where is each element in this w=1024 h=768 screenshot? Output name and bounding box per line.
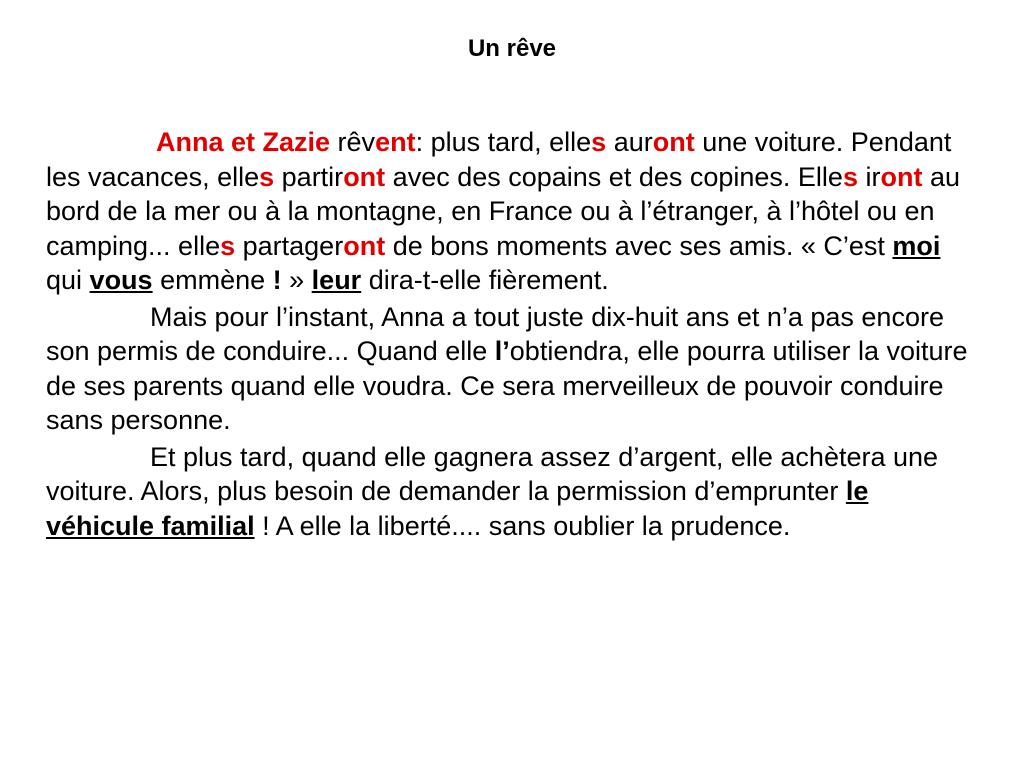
pronoun-leur: leur xyxy=(311,265,362,295)
plural-ending: s xyxy=(259,161,275,192)
text-segment: qui xyxy=(46,265,90,295)
plural-ending: s xyxy=(220,230,236,261)
text-segment: » xyxy=(281,265,312,295)
slide-title: Un rêve xyxy=(467,35,557,62)
text-segment: une voiture. Pendant les vacances, elle xyxy=(46,127,952,192)
text-segment: obtiendra, elle pourra utiliser la voiture de ses parents quand elle voudra. Ce sera merveilleux de pouvoir conduire sans personne. xyxy=(46,336,968,435)
paragraph-2 xyxy=(46,300,981,438)
subject-names: Anna et Zazie xyxy=(156,127,331,157)
text-segment: rêv xyxy=(330,127,376,157)
verb-ending: ont xyxy=(343,230,386,261)
pronoun-l: l’ xyxy=(494,336,510,366)
text-segment: aur xyxy=(606,127,653,157)
text-segment: : plus tard, elle xyxy=(415,127,592,157)
text-segment: emmène xyxy=(152,265,273,295)
plural-ending: s xyxy=(591,127,607,157)
paragraph-3 xyxy=(46,440,981,544)
exclamation: ! xyxy=(272,265,282,295)
text-segment: ir xyxy=(857,161,881,192)
text-segment: au bord de la mer ou à la montagne, en France ou à l’étranger, à l’hôtel ou en camping... elle xyxy=(46,161,961,261)
text-segment: partir xyxy=(274,161,344,192)
text-segment: avec des copains et des copines. Elle xyxy=(385,161,843,192)
verb-ending: ent xyxy=(375,127,416,157)
pronoun-vous: vous xyxy=(89,265,153,295)
text-segment: dira-t-elle fièrement. xyxy=(361,265,609,295)
text-segment: partager xyxy=(235,230,344,261)
verb-ending: ont xyxy=(880,161,923,192)
body-text xyxy=(46,125,981,545)
vehicle-phrase: le véhicule familial xyxy=(46,476,869,541)
plural-ending: s xyxy=(842,161,858,192)
text-segment: de bons moments avec ses amis. « C’est xyxy=(385,230,893,261)
text-segment: Et plus tard, quand elle gagnera assez d’argent, elle achètera une voiture. Alors, plus besoin de demander la permission d’emprunter xyxy=(46,441,939,506)
verb-ending: ont xyxy=(652,127,695,157)
text-segment: ! A elle la liberté.... sans oublier la prudence. xyxy=(254,510,791,541)
paragraph-1 xyxy=(46,125,981,298)
verb-ending: ont xyxy=(343,161,386,192)
text-segment: Mais pour l’instant, Anna a tout juste dix-huit ans et n’a pas encore son permis de conduire... Quand elle xyxy=(46,301,944,366)
pronoun-moi: moi xyxy=(892,230,941,261)
